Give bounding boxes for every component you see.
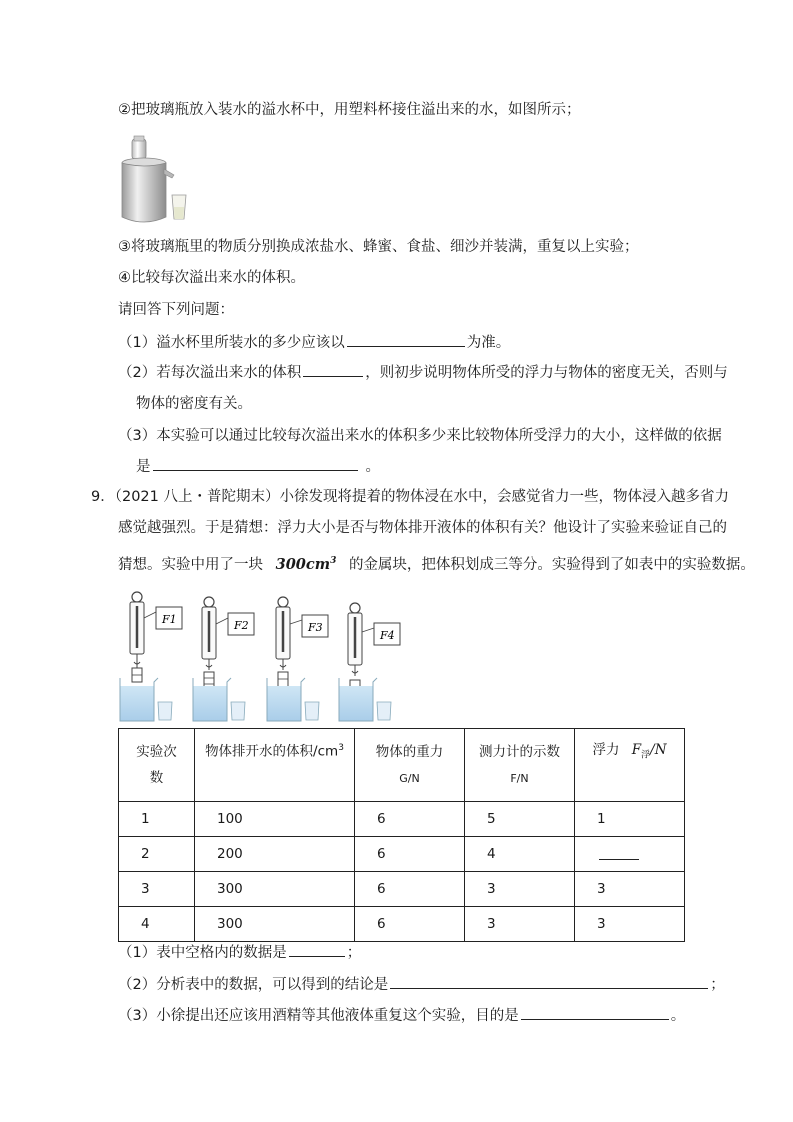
answer-blank-9-3[interactable] <box>521 1005 669 1020</box>
q9-part3: （3）小徐提出还应该用酒精等其他液体重复这个实验，目的是 。 <box>118 1005 685 1026</box>
setup-4 <box>339 603 400 721</box>
q8-part1: （1）溢水杯里所装水的多少应该以 为准。 <box>118 332 510 353</box>
experiment-data-table <box>118 728 685 942</box>
table-cell: 6 <box>355 907 465 942</box>
step-4-text: ④比较每次溢出来水的体积。 <box>118 270 305 286</box>
table-cell: 5 <box>465 802 575 837</box>
q9-part1: （1）表中空格内的数据是 ； <box>118 942 361 963</box>
label-F3: F3 <box>308 621 323 634</box>
q8-prompt: 请回答下列问题： <box>118 302 234 318</box>
table-answer-cell[interactable] <box>575 837 685 872</box>
step-3-text: ③将玻璃瓶里的物质分别换成浓盐水、蜂蜜、食盐、细沙并装满，重复以上实验； <box>118 239 639 255</box>
table-cell: 100 <box>195 802 355 837</box>
q9-line2: 感觉越强烈。于是猜想：浮力大小是否与物体排开液体的体积有关？他设计了实验来验证自己的 <box>118 520 727 536</box>
header-buoyancy: 浮力 $F_浮/N$ <box>575 729 685 802</box>
table-cell: 2 <box>119 837 195 872</box>
table-row <box>119 802 685 837</box>
answer-blank-9-1[interactable] <box>289 942 345 957</box>
header-trial-number: 实验次 数 <box>119 729 195 802</box>
q8-part3: 是 。 <box>136 456 380 477</box>
overflow-cup-illustration <box>118 135 198 227</box>
table-cell: 3 <box>575 907 685 942</box>
table-row <box>119 837 685 872</box>
setup-3 <box>267 597 328 721</box>
header-scale-reading: 测力计的示数 F/N <box>465 729 575 802</box>
q8-part2: （2）若每次溢出来水的体积 ，则初步说明物体所受的浮力与物体的密度无关，否则与 <box>118 362 728 383</box>
table-cell: 3 <box>465 872 575 907</box>
question-number: 9． <box>91 489 115 505</box>
table-row <box>119 872 685 907</box>
table-cell: 300 <box>195 907 355 942</box>
setup-1 <box>120 592 182 721</box>
answer-blank-8-2[interactable] <box>303 362 363 377</box>
table-cell: 4 <box>119 907 195 942</box>
table-header-row <box>119 729 685 802</box>
label-F1: F1 <box>162 613 177 626</box>
table-cell: 4 <box>465 837 575 872</box>
table-cell: 3 <box>575 872 685 907</box>
volume-expression: $300cm^3$ <box>275 555 337 573</box>
answer-blank-8-3[interactable] <box>153 456 358 471</box>
table-cell: 6 <box>355 837 465 872</box>
table-cell: 1 <box>575 802 685 837</box>
header-weight: 物体的重力 G/N <box>355 729 465 802</box>
q9-line3: 猜想。实验中用了一块 $300cm^3$ 的金属块，把体积划成三等分。实验得到了如表中的实验数据。 <box>118 555 755 573</box>
step-2-text: ②把玻璃瓶放入装水的溢水杯中，用塑料杯接住溢出来的水，如图所示； <box>118 102 581 118</box>
spring-scale-experiment-figure <box>118 590 408 727</box>
label-F4: F4 <box>380 629 395 642</box>
question-source: （2021 八上・普陀期末） <box>114 489 280 505</box>
q9-line1: 9．（2021 八上・普陀期末）小徐发现将提着的物体浸在水中，会感觉省力一些，物体浸入越多省力 <box>91 489 729 505</box>
table-cell: 6 <box>355 802 465 837</box>
q8-part2-cont: 物体的密度有关。 <box>136 396 252 412</box>
table-cell: 300 <box>195 872 355 907</box>
table-cell: 200 <box>195 837 355 872</box>
answer-blank-9-2[interactable] <box>390 974 708 989</box>
q8-part3-line1: （3）本实验可以通过比较每次溢出来水的体积多少来比较物体所受浮力的大小，这样做的依据 <box>118 428 722 444</box>
table-cell: 1 <box>119 802 195 837</box>
table-row <box>119 907 685 942</box>
answer-blank-table <box>599 845 639 860</box>
label-F2: F2 <box>234 619 249 632</box>
q9-part2: （2）分析表中的数据，可以得到的结论是 ； <box>118 974 725 995</box>
table-cell: 3 <box>119 872 195 907</box>
header-displaced-volume: 物体排开水的体积$/cm^3$ <box>195 729 355 802</box>
setup-2 <box>193 597 254 721</box>
table-cell: 3 <box>465 907 575 942</box>
answer-blank-8-1[interactable] <box>347 332 465 347</box>
table-cell: 6 <box>355 872 465 907</box>
